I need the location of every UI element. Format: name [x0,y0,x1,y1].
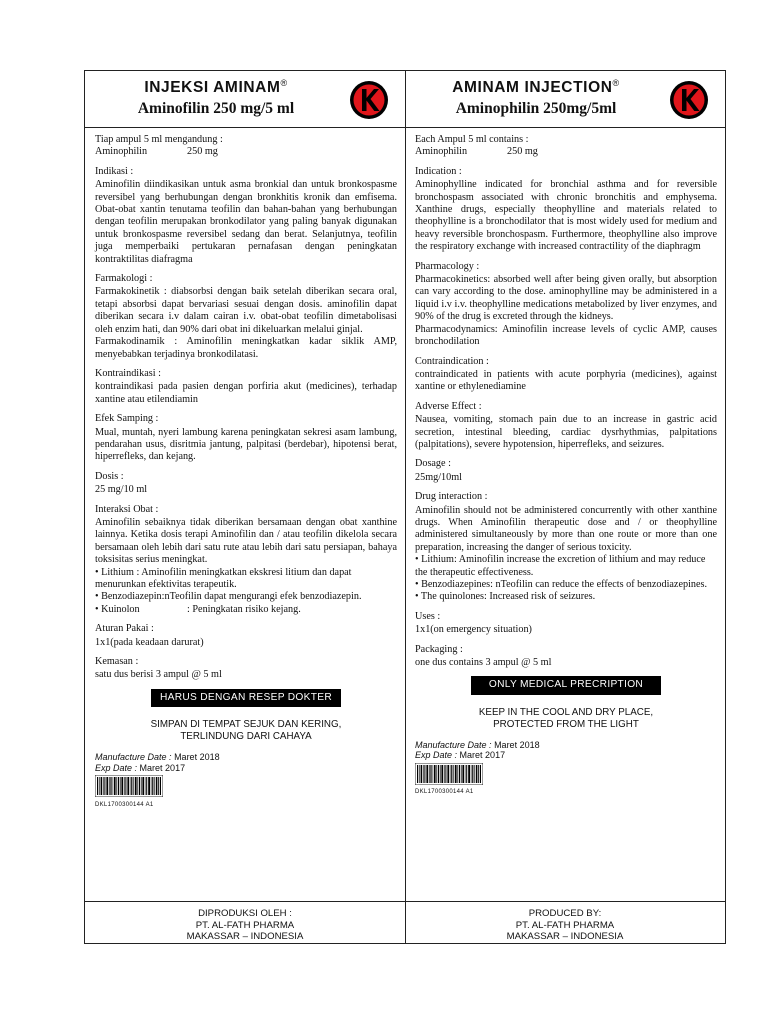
english-column [405,71,725,943]
product-title-text: AMINAM INJECTION [452,79,613,97]
manufacture-date-label: Manufacture Date : [415,739,492,750]
composition-label: Each Ampul 5 ml contains : [415,134,529,145]
usage-label: Uses : [415,610,441,622]
contraindication [95,368,397,406]
composition-label: Tiap ampul 5 ml mengandung : [95,134,223,145]
interaction-text: Aminofilin should not be administered concurrently with other xanthine drugs. When Aminofilin therapeutic dose and / or theophylline administered simultaneously by more than one route or more than one preparation, increasing the danger of serious toxicity. [415,504,717,553]
product-title [91,78,341,97]
indication [95,166,397,266]
prescription-banner: HARUS DENGAN RESEP DOKTER [151,689,341,707]
composition [415,134,717,159]
exp-date-value: Maret 2017 [139,762,186,773]
registered-mark: ® [280,78,288,88]
manufacture-date-value: Maret 2018 [494,739,540,750]
producer-line-2: PT. AL-FATH PHARMA [195,919,295,931]
interaction-text: Aminofilin sebaiknya tidak diberikan bersamaan dengan obat xanthine lainnya. Ketika dosis terapi Aminofilin dan / atau teofilin dikelola secara bersamaan oleh lebih dari satu rute atau lebih dari satu persiapan, bahaya toksisitas serius meningkat. [95,516,397,566]
indonesian-header [85,71,405,128]
contraindication-label: Kontraindikasi : [95,367,161,379]
storage-note [415,707,717,731]
product-title [411,78,661,97]
indication-label: Indikasi : [95,165,134,177]
k-logo-icon [669,80,709,120]
interaction-lithium: • Lithium : Aminofilin meningkatkan ekskresi litium dan dapat menurunkan efektivitas terapeutik. [95,566,352,590]
side-effect [95,413,397,464]
indication [415,166,717,254]
pharmacodynamic-text: Farmakodinamik : Aminofilin meningkatkan kadar siklik AMP, menyebabkan terjadinya bronkodilatasi. [95,336,397,360]
packaging-label: Packaging : [415,643,463,655]
indonesian-body [95,134,397,809]
producer-line-3: MAKASSAR – INDONESIA [506,931,624,942]
exp-date-value: Maret 2017 [459,750,506,761]
pharmacokinetic-text: Pharmacokinetics: absorbed well after being given orally, but absorption can vary according to the dose. aminophylline may be administered in a liquid i.v i.v. theophylline medications metabolized by liver enzymes, and 90% of the drug is excreted through the kidneys. [415,274,717,323]
dose [415,458,717,484]
manufacture-date-label: Manufacture Date : [95,752,172,763]
storage-line-1: SIMPAN DI TEMPAT SEJUK DAN KERING, [150,719,342,731]
manufacture-date-value: Maret 2018 [174,752,220,763]
barcode-number: DKL1700300144 A1 [95,801,154,808]
pharmacology [415,261,717,349]
registered-mark: ® [612,78,620,88]
english-header [405,71,725,128]
dose-text: 25 mg/10 ml [95,484,148,496]
storage-line-1: KEEP IN THE COOL AND DRY PLACE, [478,706,654,718]
packaging-text: one dus contains 3 ampul @ 5 ml [415,657,552,669]
interaction-label: Drug interaction : [415,491,488,503]
contraindication-label: Contraindication : [415,355,489,367]
exp-date-label: Exp Date : [415,750,458,761]
composition-amount: 250 mg [187,146,218,158]
dose [95,471,397,497]
product-subtitle: Aminofilin 250 mg/5 ml [137,100,295,117]
dates [415,740,717,761]
packaging [415,644,717,670]
interaction-benzodiazepine: • Benzodiazepines: nTeofilin can reduce the effects of benzodiazepines. [415,579,708,590]
producer-line-2: PT. AL-FATH PHARMA [515,919,615,931]
dose-label: Dosis : [95,470,124,482]
interaction [95,504,397,617]
pharmacokinetic-text: Farmakokinetik : diabsorbsi dengan baik setelah diberikan secara oral, tetapi absorbsi dapat bervariasi sesuai dengan dosis. aminofilin dapat diberikan secara i.v dalam cairan i.v. obat-obat teofilin dimetabolisasi oleh enzim hati, dan 90% dari obat ini dikeluarkan melalui ginjal. [95,286,397,335]
english-body [415,134,717,796]
prescription-banner: ONLY MEDICAL PRECRIPTION [471,676,661,694]
side-effect-label: Efek Samping : [95,413,159,425]
product-subtitle: Aminophilin 250mg/5ml [455,100,617,117]
producer-line-1: PRODUCED BY: [528,908,602,919]
interaction-label: Interaksi Obat : [95,503,159,515]
side-effect-text: Nausea, vomiting, stomach pain due to an increase in gastric acid secretion, intestinal bleeding, cardiac dysrhythmias, palpitations (palpitations), severe hypotension, hiperrefleks, and seizures. [415,414,717,450]
packaging [95,656,397,682]
producer-line-1: DIPRODUKSI OLEH : [198,908,292,919]
storage-line-2: TERLINDUNG DARI CAHAYA [180,731,312,743]
interaction-quinolone-value: : Peningkatan risiko kejang. [187,603,301,615]
usage-text: 1x1(pada keadaan darurat) [95,636,204,648]
interaction-benzodiazepine: • Benzodiazepin:nTeofilin dapat mengurangi efek benzodiazepin. [95,591,362,603]
storage-line-2: PROTECTED FROM THE LIGHT [493,718,639,730]
label-sheet [84,70,726,944]
indication-text: Aminofilin diindikasikan untuk asma bronkial dan untuk bronkospasme reversibel yang berhubungan dengan bronkhitis kronik dan emfisema. Obat-obat xantin tenutama teofilin dan bahan-bahan yang berhubungan dengan teofilin merupakan bronkodilator yang paling banyak digunakan untuk bronkospasme reversibel sedang dan berat. Selanjutnya, teofilin juga memperbaiki pertukaran pernafasan dengan peningkatan kontraktilitas diafragma [95,179,397,265]
interaction-lithium: • Lithium: Aminofilin increase the excretion of lithium and may reduce the therapeutic effectiveness. [415,554,706,578]
exp-date-label: Exp Date : [95,762,138,773]
usage [415,611,717,637]
contraindication-text: kontraindikasi pada pasien dengan porfiria akut (medicines), terhadap xantine atau etilendiamin [95,381,397,405]
side-effect-text: Mual, muntah, nyeri lambung karena peningkatan sekresi asam lambung, pendarahan usus, disritmia jantung, palpitasi (berdebar), hipotensi berat, hiperrefleks, dan kejang. [95,426,397,463]
barcode-number: DKL1700300144 A1 [415,789,474,796]
producer-info [85,901,405,946]
dose-text: 25mg/10ml [415,471,462,483]
barcode-icon [95,775,163,797]
composition-name: Aminophilin [415,146,468,158]
packaging-label: Kemasan : [95,656,139,668]
indonesian-column [85,71,406,943]
usage-text: 1x1(on emergency situation) [415,624,532,636]
packaging-text: satu dus berisi 3 ampul @ 5 ml [95,669,222,681]
composition-amount: 250 mg [507,146,538,158]
storage-note [95,719,397,743]
producer-line-3: MAKASSAR – INDONESIA [186,931,304,942]
barcode-icon [415,763,483,785]
dates [95,752,397,773]
indication-label: Indication : [415,165,462,177]
product-title-text: INJEKSI AMINAM [144,79,281,97]
pharmacology-label: Farmakologi : [95,273,153,285]
composition-name: Aminophilin [95,146,148,158]
pharmacology [95,273,397,361]
interaction-quinolone: • The quinolones: Increased risk of seizures. [415,591,596,603]
indication-text: Aminophylline indicated for bronchial asthma and for reversible bronchospasm associated with chronic bronchitis and emphysema. Xanthine drugs, especially theophylline and materials related to theophylline is a bronchodilator that is most widely used for medium and heavy reversible bronchospasm. Furthermore, theophylline also improve the respiratory exchange with increased contractility of the diaphragm [415,179,717,253]
producer-info [405,901,725,946]
side-effect-label: Adverse Effect : [415,400,482,412]
contraindication [415,356,717,394]
usage [95,623,397,649]
side-effect [415,401,717,452]
dose-label: Dosage : [415,458,451,470]
usage-label: Aturan Pakai : [95,623,154,635]
contraindication-text: contraindicated in patients with acute porphyria (medicines), against xantine or ethylenediamine [415,368,717,393]
pharmacodynamic-text: Pharmacodynamics: Aminofilin increase levels of cyclic AMP, causes bronchodilation [415,323,717,348]
interaction-quinolone-key: • Kuinolon [95,603,140,615]
k-logo-icon [349,80,389,120]
composition [95,134,397,159]
pharmacology-label: Pharmacology : [415,260,480,272]
interaction [415,491,717,604]
